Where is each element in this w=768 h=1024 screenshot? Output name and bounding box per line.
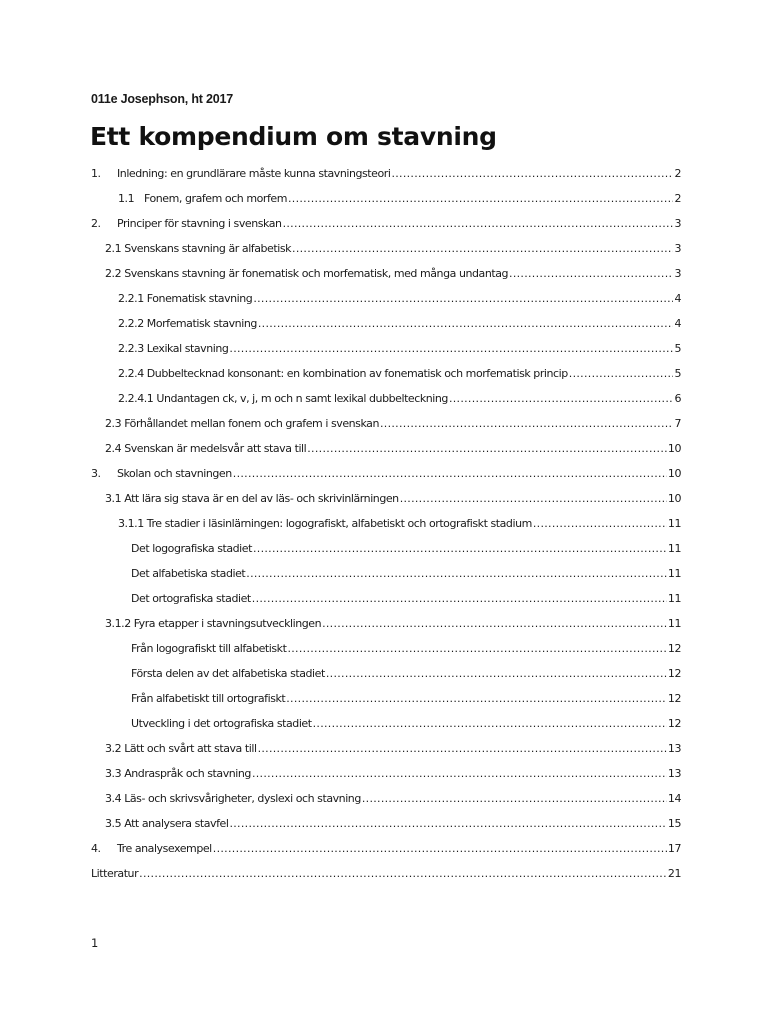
toc-entry-page: 12: [667, 717, 681, 730]
toc-leader: [246, 567, 667, 580]
toc-entry-page: 21: [667, 867, 681, 880]
toc-entry[interactable]: [91, 167, 681, 187]
toc-entry[interactable]: [105, 242, 681, 262]
toc-entry-number: 4.: [91, 842, 101, 855]
toc-entry-label: 3.5 Att analysera stavfel: [105, 817, 229, 830]
toc-leader: [292, 242, 673, 255]
toc-entry-page: 11: [667, 592, 681, 605]
document-header: 011e Josephson, ht 2017: [91, 92, 234, 106]
document-title: Ett kompendium om stavning: [90, 122, 497, 151]
toc-entry-label: Utveckling i det ortografiska stadiet: [131, 717, 312, 730]
toc-entry-label: 3.1 Att lära sig stava är en del av läs- och skrivinlärningen: [105, 492, 399, 505]
toc-entry-label: 3.2 Lätt och svårt att stava till: [105, 742, 257, 755]
toc-entry-label: 2.2.4 Dubbeltecknad konsonant: en kombination av fonematisk och morfematisk princip: [118, 367, 568, 380]
toc-entry-label: 2.4 Svenskan är medelsvår att stava till: [105, 442, 307, 455]
toc-leader: [286, 692, 667, 705]
toc-entry-page: 17: [667, 842, 681, 855]
toc-entry-label: Från alfabetiskt till ortografiskt: [131, 692, 286, 705]
toc-entry[interactable]: [105, 617, 681, 637]
toc-entry-label: 2.2.2 Morfematisk stavning: [118, 317, 257, 330]
toc-entry-label: Principer för stavning i svenskan: [117, 217, 282, 230]
toc-entry[interactable]: [105, 767, 681, 787]
toc-leader: [213, 842, 667, 855]
toc-entry-label: 2.1 Svenskans stavning är alfabetisk: [105, 242, 292, 255]
toc-entry-page: 14: [667, 792, 681, 805]
toc-entry[interactable]: [131, 717, 681, 737]
toc-entry-page: 11: [667, 542, 681, 555]
toc-entry[interactable]: [118, 367, 681, 387]
toc-leader: [449, 392, 673, 405]
toc-leader: [322, 617, 667, 630]
toc-entry[interactable]: [131, 592, 681, 612]
toc-entry[interactable]: [105, 442, 681, 462]
toc-entry-page: 3: [674, 242, 681, 255]
toc-entry-label: Tre analysexempel: [117, 842, 212, 855]
toc-entry[interactable]: [105, 492, 681, 512]
toc-entry-page: 13: [667, 767, 681, 780]
toc-entry-label: Från logografiskt till alfabetiskt: [131, 642, 287, 655]
toc-leader: [287, 642, 666, 655]
toc-entry-label: Det logografiska stadiet: [131, 542, 252, 555]
toc-entry-page: 4: [674, 317, 681, 330]
toc-entry-number: 2.: [91, 217, 101, 230]
toc-entry-page: 11: [667, 617, 681, 630]
toc-entry[interactable]: [131, 667, 681, 687]
toc-entry[interactable]: [118, 392, 681, 412]
toc-entry-page: 13: [667, 742, 681, 755]
toc-leader: [253, 292, 673, 305]
toc-entry-label: 3.4 Läs- och skrivsvårigheter, dyslexi och stavning: [105, 792, 361, 805]
toc-entry-label: Fonem, grafem och morfem: [144, 192, 287, 205]
toc-entry-page: 10: [667, 442, 681, 455]
toc-entry-page: 3: [674, 267, 681, 280]
toc-leader: [252, 592, 667, 605]
toc-leader: [313, 717, 667, 730]
toc-entry-page: 10: [667, 467, 681, 480]
toc-entry[interactable]: [91, 467, 681, 487]
toc-leader: [307, 442, 667, 455]
toc-entry-label: 2.3 Förhållandet mellan fonem och grafem i svenskan: [105, 417, 379, 430]
toc-leader: [288, 192, 673, 205]
toc-entry[interactable]: [131, 567, 681, 587]
toc-entry-label: Inledning: en grundlärare måste kunna stavningsteori: [117, 167, 391, 180]
toc-leader: [533, 517, 667, 530]
toc-entry-page: 5: [674, 367, 681, 380]
toc-entry-page: 4: [674, 292, 681, 305]
toc-entry[interactable]: [91, 217, 681, 237]
toc-leader: [139, 867, 667, 880]
toc-entry-page: 7: [674, 417, 681, 430]
toc-entry-page: 2: [674, 192, 681, 205]
toc-entry-page: 3: [674, 217, 681, 230]
toc-entry[interactable]: [118, 517, 681, 537]
toc-leader: [229, 817, 666, 830]
toc-entry-page: 2: [674, 167, 681, 180]
toc-entry-page: 11: [667, 517, 681, 530]
toc-entry[interactable]: [131, 542, 681, 562]
toc-entry[interactable]: [105, 742, 681, 762]
toc-entry-number: 1.1: [118, 192, 135, 205]
toc-entry-page: 15: [667, 817, 681, 830]
toc-entry[interactable]: [105, 792, 681, 812]
toc-entry[interactable]: [91, 842, 681, 862]
page-number: 1: [91, 936, 99, 950]
toc-entry[interactable]: [105, 817, 681, 837]
toc-leader: [326, 667, 667, 680]
toc-entry-page: 5: [674, 342, 681, 355]
toc-entry-number: 3.: [91, 467, 101, 480]
toc-leader: [569, 367, 674, 380]
toc-entry[interactable]: [105, 267, 681, 287]
toc-entry-page: 11: [667, 567, 681, 580]
toc-entry-label: 3.3 Andraspråk och stavning: [105, 767, 251, 780]
toc-entry-label: 2.2 Svenskans stavning är fonematisk och morfematisk, med många undantag: [105, 267, 509, 280]
toc-leader: [258, 317, 674, 330]
toc-leader: [380, 417, 673, 430]
toc-entry-page: 12: [667, 667, 681, 680]
toc-entry[interactable]: [118, 192, 681, 212]
toc-entry-page: 12: [667, 692, 681, 705]
toc-entry-label: 3.1.1 Tre stadier i läsinlärningen: logografiskt, alfabetiskt och ortografiskt stadium: [118, 517, 532, 530]
toc-leader: [509, 267, 673, 280]
toc-entry-label: Skolan och stavningen: [117, 467, 232, 480]
toc-entry-page: 10: [667, 492, 681, 505]
toc-leader: [362, 792, 667, 805]
toc-entry[interactable]: [118, 317, 681, 337]
toc-leader: [391, 167, 673, 180]
toc-entry[interactable]: [131, 642, 681, 662]
toc-leader: [283, 217, 674, 230]
toc-entry-label: Litteratur: [91, 867, 139, 880]
toc-leader: [258, 742, 667, 755]
toc-entry-label: 2.2.3 Lexikal stavning: [118, 342, 229, 355]
toc-entry-label: 2.2.1 Fonematisk stavning: [118, 292, 253, 305]
toc-entry-page: 6: [674, 392, 681, 405]
toc-leader: [400, 492, 667, 505]
toc-entry-label: 2.2.4.1 Undantagen ck, v, j, m och n samt lexikal dubbelteckning: [118, 392, 448, 405]
toc-leader: [252, 767, 667, 780]
toc-entry[interactable]: [105, 417, 681, 437]
toc-entry[interactable]: [118, 292, 681, 312]
toc-entry[interactable]: [91, 867, 681, 887]
toc-entry-label: Det ortografiska stadiet: [131, 592, 251, 605]
toc-entry[interactable]: [118, 342, 681, 362]
toc-leader: [233, 467, 667, 480]
toc-entry-label: Det alfabetiska stadiet: [131, 567, 246, 580]
toc-entry[interactable]: [131, 692, 681, 712]
toc-leader: [253, 542, 667, 555]
toc-leader: [229, 342, 673, 355]
toc-entry-label: 3.1.2 Fyra etapper i stavningsutvecklingen: [105, 617, 322, 630]
toc-entry-label: Första delen av det alfabetiska stadiet: [131, 667, 325, 680]
toc-entry-page: 12: [667, 642, 681, 655]
toc-entry-number: 1.: [91, 167, 101, 180]
